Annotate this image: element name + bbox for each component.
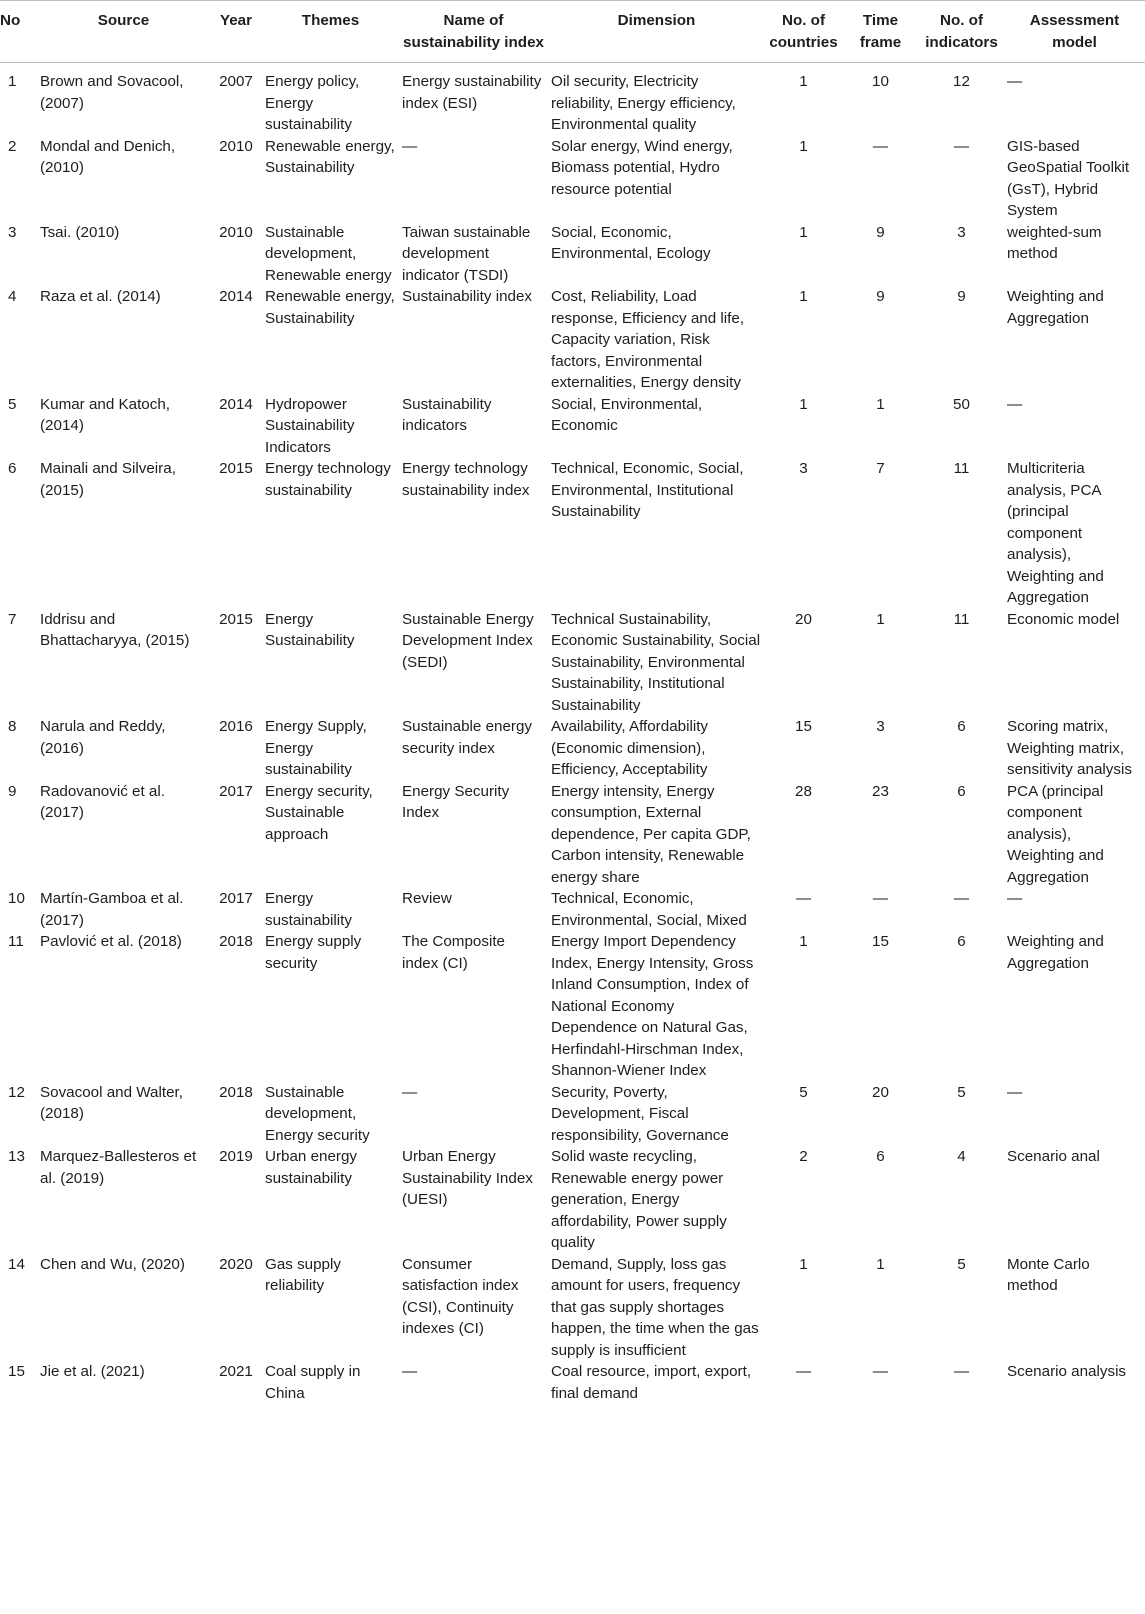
cell-model: —: [1007, 395, 1023, 413]
cell-source: Chen and Wu, (2020): [40, 1255, 185, 1273]
table-row: [0, 1146, 1145, 1254]
cell-countries: 1: [799, 395, 808, 413]
cell-no: 14: [8, 1255, 25, 1273]
cell-index-name: The Composite index (CI): [402, 933, 505, 972]
cell-index-name: Sustainability index: [402, 288, 533, 305]
cell-themes: Energy sustainability: [265, 890, 352, 929]
cell-indicators: 12: [953, 73, 970, 90]
cell-dimension: Social, Environmental, Economic: [551, 395, 703, 434]
cell-themes: Energy policy, Energy sustainability: [265, 73, 360, 133]
cell-time-frame: —: [872, 890, 889, 907]
table-body: [0, 63, 1145, 1405]
cell-source: Iddrisu and Bhattacharyya, (2015): [40, 610, 190, 649]
cell-model: —: [1007, 890, 1023, 907]
cell-year: 2021: [219, 1363, 253, 1380]
cell-index-name: Sustainability indicators: [402, 395, 492, 434]
cell-dimension: Security, Poverty, Development, Fiscal responsibility, Governance: [551, 1083, 729, 1144]
cell-time-frame: 23: [872, 782, 889, 800]
table-row: [0, 781, 1145, 889]
table-row: [0, 609, 1145, 717]
cell-indicators: 6: [957, 782, 966, 800]
cell-indicators: 11: [953, 610, 970, 628]
header-time-frame: Time frame: [842, 1, 919, 63]
header-source: Source: [37, 1, 210, 63]
cell-no: 11: [8, 933, 24, 950]
cell-no: 2: [8, 137, 17, 155]
cell-no: 15: [8, 1363, 25, 1380]
cell-dimension: Technical Sustainability, Economic Sustainability, Social Sustainability, Environmental Sustainability, Institutional Sustainability: [551, 610, 761, 714]
header-year: Year: [210, 1, 262, 63]
header-indicators: No. of indicators: [919, 1, 1004, 63]
cell-year: 2019: [219, 1148, 253, 1165]
cell-year: 2014: [219, 288, 253, 305]
cell-time-frame: —: [872, 137, 889, 155]
cell-countries: 5: [799, 1083, 808, 1101]
cell-countries: 1: [799, 933, 808, 950]
cell-countries: 1: [799, 73, 808, 90]
table-row: [0, 931, 1145, 1082]
header-row: [0, 1, 1145, 63]
cell-themes: Energy technology sustainability: [265, 460, 391, 499]
cell-indicators: 4: [957, 1148, 966, 1165]
cell-countries: 28: [795, 782, 812, 800]
cell-year: 2018: [219, 933, 253, 950]
cell-dimension: Oil security, Electricity reliability, Energy efficiency, Environmental quality: [551, 73, 736, 133]
cell-model: Weighting and Aggregation: [1007, 288, 1104, 327]
cell-countries: 1: [799, 223, 808, 241]
cell-no: 8: [8, 718, 17, 735]
cell-time-frame: 9: [876, 288, 885, 305]
cell-themes: Renewable energy, Sustainability: [265, 288, 395, 327]
cell-year: 2018: [219, 1083, 253, 1101]
cell-source: Brown and Sovacool, (2007): [40, 73, 184, 112]
cell-no: 4: [8, 288, 17, 305]
cell-index-name: —: [402, 1083, 418, 1101]
cell-countries: 2: [799, 1148, 808, 1165]
cell-themes: Energy Sustainability: [265, 610, 355, 649]
cell-model: weighted-sum method: [1007, 223, 1102, 262]
cell-countries: 15: [795, 718, 812, 735]
cell-model: —: [1007, 1083, 1023, 1101]
cell-countries: —: [795, 890, 812, 907]
cell-themes: Sustainable development, Renewable energy: [265, 223, 392, 284]
cell-model: Scoring matrix, Weighting matrix, sensitivity analysis: [1007, 718, 1132, 778]
cell-no: 13: [8, 1148, 25, 1165]
cell-indicators: 5: [957, 1083, 966, 1101]
cell-time-frame: 3: [876, 718, 885, 735]
cell-themes: Energy supply security: [265, 933, 362, 972]
cell-index-name: —: [402, 137, 418, 155]
cell-indicators: —: [953, 137, 970, 155]
cell-no: 12: [8, 1083, 25, 1101]
table-row: [0, 1254, 1145, 1362]
cell-no: 6: [8, 460, 17, 477]
header-model: Assessment model: [1004, 1, 1145, 63]
cell-source: Marquez-Ballesteros et al. (2019): [40, 1148, 197, 1187]
header-dimension: Dimension: [548, 1, 765, 63]
cell-countries: 1: [799, 137, 808, 155]
cell-time-frame: 1: [876, 610, 885, 628]
header-themes: Themes: [262, 1, 399, 63]
cell-themes: Renewable energy, Sustainability: [265, 137, 395, 176]
cell-themes: Urban energy sustainability: [265, 1148, 358, 1187]
cell-themes: Energy Supply, Energy sustainability: [265, 718, 367, 778]
cell-index-name: Sustainable Energy Development Index (SEDI): [402, 610, 534, 671]
cell-countries: 20: [795, 610, 812, 628]
cell-year: 2007: [219, 73, 253, 90]
table-row: [0, 1361, 1145, 1404]
cell-time-frame: 20: [872, 1083, 889, 1101]
cell-no: 10: [8, 890, 25, 907]
cell-source: Tsai. (2010): [40, 223, 120, 241]
cell-time-frame: 6: [876, 1148, 885, 1165]
cell-dimension: Social, Economic, Environmental, Ecology: [551, 223, 711, 262]
cell-year: 2017: [219, 782, 253, 800]
cell-dimension: Solid waste recycling, Renewable energy power generation, Energy affordability, Power supply quality: [551, 1148, 727, 1251]
cell-year: 2017: [219, 890, 253, 907]
cell-dimension: Availability, Affordability (Economic dimension), Efficiency, Acceptability: [551, 718, 709, 778]
cell-indicators: —: [953, 890, 970, 907]
cell-indicators: 9: [957, 288, 966, 305]
cell-dimension: Demand, Supply, loss gas amount for users, frequency that gas supply shortages happen, the time when the gas supply is insufficient: [551, 1255, 759, 1359]
cell-year: 2016: [219, 718, 253, 735]
cell-index-name: Energy technology sustainability index: [402, 460, 530, 499]
cell-indicators: 3: [957, 223, 966, 241]
cell-no: 9: [8, 782, 17, 800]
cell-source: Raza et al. (2014): [40, 288, 161, 305]
cell-countries: 3: [799, 460, 808, 477]
cell-source: Narula and Reddy, (2016): [40, 718, 166, 757]
cell-model: Weighting and Aggregation: [1007, 933, 1104, 972]
cell-source: Mondal and Denich, (2010): [40, 137, 176, 176]
cell-themes: Gas supply reliability: [265, 1255, 341, 1294]
cell-indicators: 11: [953, 460, 970, 477]
cell-themes: Energy security, Sustainable approach: [265, 782, 373, 843]
cell-indicators: 6: [957, 718, 966, 735]
cell-themes: Hydropower Sustainability Indicators: [265, 395, 355, 456]
table-row: [0, 716, 1145, 781]
cell-indicators: 50: [953, 395, 970, 413]
cell-model: Scenario anal: [1007, 1148, 1100, 1165]
table-row: [0, 222, 1145, 287]
cell-time-frame: 1: [876, 395, 885, 413]
cell-model: Scenario analysis: [1007, 1363, 1127, 1380]
cell-time-frame: 7: [876, 460, 885, 477]
table-row: [0, 286, 1145, 394]
cell-dimension: Coal resource, import, export, final demand: [551, 1363, 752, 1402]
cell-index-name: Sustainable energy security index: [402, 718, 533, 757]
cell-no: 1: [8, 73, 17, 90]
cell-countries: 1: [799, 288, 808, 305]
cell-index-name: Taiwan sustainable development indicator (TSDI): [402, 223, 531, 284]
header-index-name: Name of sustainability index: [399, 1, 548, 63]
cell-no: 5: [8, 395, 17, 413]
cell-time-frame: 9: [876, 223, 885, 241]
cell-year: 2020: [219, 1255, 253, 1273]
cell-index-name: Energy sustainability index (ESI): [402, 73, 542, 112]
table-row: [0, 1082, 1145, 1147]
cell-indicators: 5: [957, 1255, 966, 1273]
cell-source: Mainali and Silveira, (2015): [40, 460, 176, 499]
cell-model: Monte Carlo method: [1007, 1255, 1090, 1294]
cell-countries: —: [795, 1363, 812, 1380]
cell-no: 7: [8, 610, 17, 628]
cell-year: 2015: [219, 460, 253, 477]
cell-year: 2010: [219, 137, 253, 155]
table-row: [0, 136, 1145, 222]
cell-year: 2015: [219, 610, 253, 628]
cell-time-frame: —: [872, 1363, 889, 1380]
table-row: [0, 394, 1145, 459]
cell-dimension: Technical, Economic, Environmental, Social, Mixed: [551, 890, 747, 929]
cell-source: Sovacool and Walter, (2018): [40, 1083, 183, 1122]
cell-dimension: Energy Import Dependency Index, Energy Intensity, Gross Inland Consumption, Index of National Economy Dependence on Natural Gas, Herfindahl-Hirschman Index, Shannon-Wiener Index: [551, 933, 754, 1079]
cell-model: Multicriteria analysis, PCA (principal component analysis), Weighting and Aggregation: [1007, 460, 1104, 606]
cell-model: Economic model: [1007, 610, 1120, 628]
cell-dimension: Solar energy, Wind energy, Biomass potential, Hydro resource potential: [551, 137, 733, 198]
table-row: [0, 888, 1145, 931]
cell-index-name: Consumer satisfaction index (CSI), Continuity indexes (CI): [402, 1255, 519, 1337]
cell-time-frame: 10: [872, 73, 889, 90]
cell-no: 3: [8, 223, 17, 241]
cell-model: GIS-based GeoSpatial Toolkit (GsT), Hybrid System: [1007, 137, 1130, 219]
table-header: [0, 1, 1145, 63]
table-row: [0, 458, 1145, 609]
header-countries: No. of countries: [765, 1, 842, 63]
cell-year: 2014: [219, 395, 253, 413]
cell-themes: Sustainable development, Energy security: [265, 1083, 370, 1144]
cell-index-name: Urban Energy Sustainability Index (UESI): [402, 1148, 533, 1208]
cell-indicators: 6: [957, 933, 966, 950]
cell-source: Radovanović et al. (2017): [40, 782, 165, 821]
cell-source: Kumar and Katoch, (2014): [40, 395, 171, 434]
cell-time-frame: 1: [876, 1255, 885, 1273]
cell-year: 2010: [219, 223, 253, 241]
cell-dimension: Cost, Reliability, Load response, Efficiency and life, Capacity variation, Risk factors, Environmental externalities, Energy density: [551, 288, 745, 391]
cell-model: PCA (principal component analysis), Weighting and Aggregation: [1007, 782, 1104, 886]
header-no: No: [0, 1, 37, 63]
cell-dimension: Energy intensity, Energy consumption, External dependence, Per capita GDP, Carbon intensity, Renewable energy share: [551, 782, 751, 886]
cell-themes: Coal supply in China: [265, 1363, 361, 1402]
cell-countries: 1: [799, 1255, 808, 1273]
cell-source: Pavlović et al. (2018): [40, 933, 182, 950]
cell-source: Jie et al. (2021): [40, 1363, 145, 1380]
cell-model: —: [1007, 73, 1023, 90]
table-row: [0, 63, 1145, 136]
cell-dimension: Technical, Economic, Social, Environmental, Institutional Sustainability: [551, 460, 744, 520]
cell-indicators: —: [953, 1363, 970, 1380]
cell-source: Martín-Gamboa et al. (2017): [40, 890, 184, 929]
cell-index-name: Energy Security Index: [402, 782, 510, 821]
cell-index-name: Review: [402, 890, 452, 907]
cell-index-name: —: [402, 1363, 418, 1380]
cell-time-frame: 15: [872, 933, 889, 950]
